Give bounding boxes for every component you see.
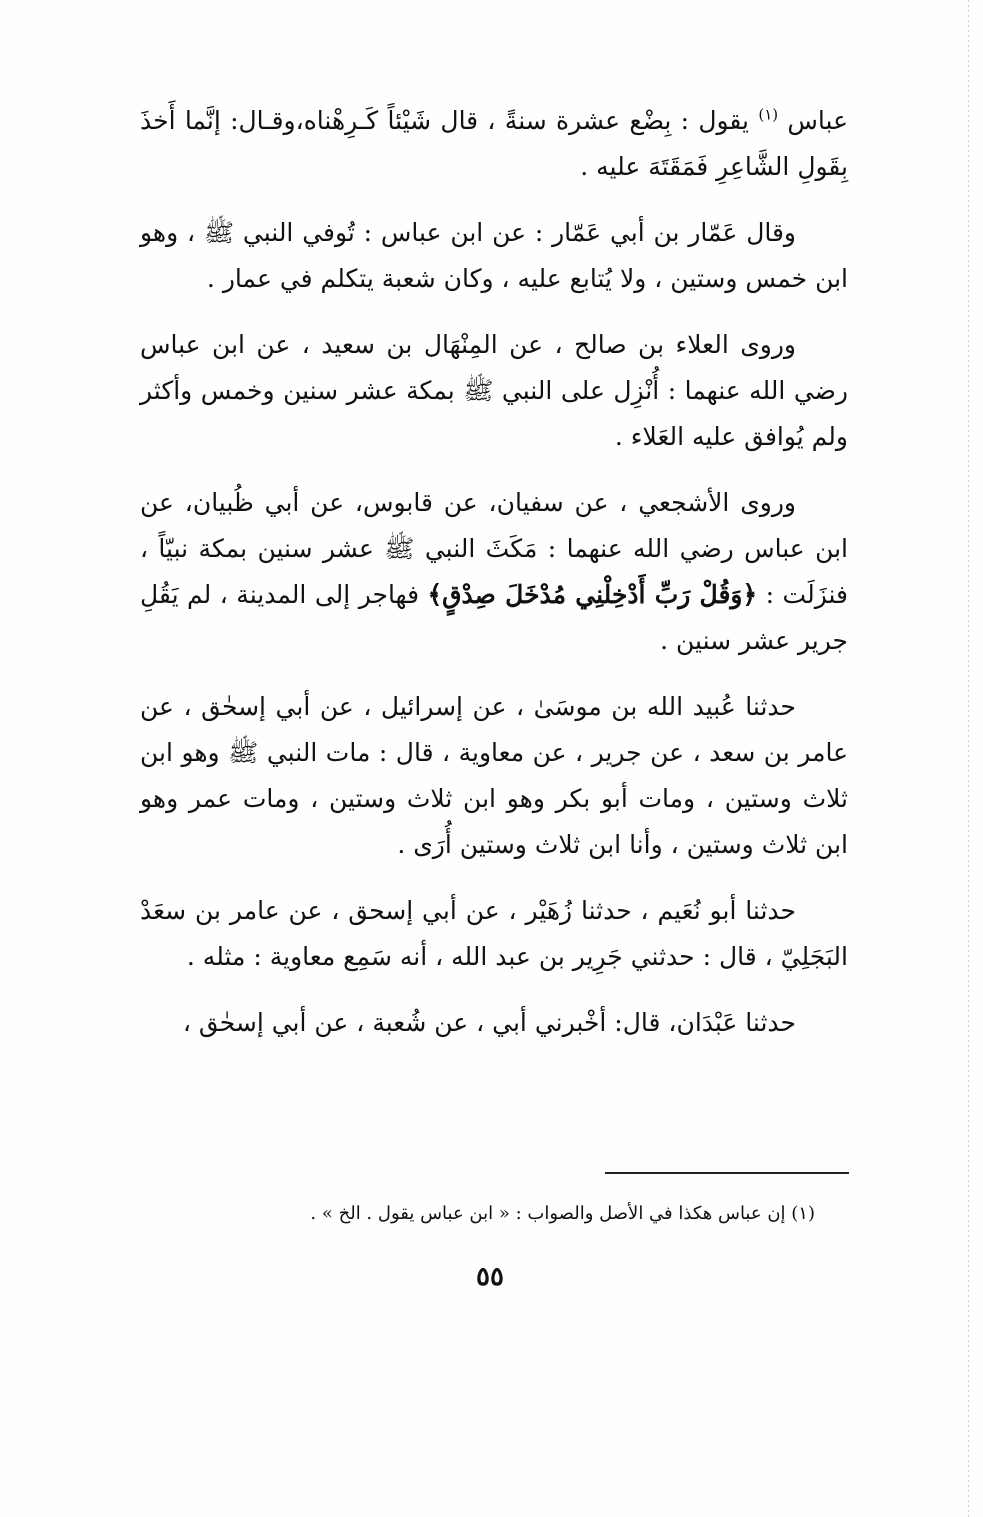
main-text bbox=[140, 98, 848, 1066]
paragraph-5: حدثنا عُبيد الله بن موسَىٰ ، عن إسرائيل ، عن أبي إسحٰق ، عن عامر بن سعد ، عن جرير ، عن معاوية ، قال : مات النبي ﷺ وهو ابن ثلاث وستين ، ومات أبو بكر وهو ابن ثلاث وستين ، ومات عمر وهو ابن ثلاث وستين ، وأنا ابن ثلاث وستين أُرَى . bbox=[140, 692, 848, 859]
footnote-divider bbox=[605, 1172, 849, 1174]
paragraph-7: حدثنا عَبْدَان، قال: أخْبرني أبي ، عن شُعبة ، عن أبي إسحٰق ، bbox=[182, 1008, 796, 1037]
footnote-reference: (١) bbox=[758, 105, 779, 124]
paragraph-2: وقال عَمّار بن أبي عَمّار : عن ابن عباس : تُوفي النبي ﷺ ، وهو ابن خمس وستين ، ولا يُتابع عليه ، وكان شعبة يتكلم في عمار . bbox=[140, 218, 848, 293]
page-edge-dots bbox=[968, 0, 969, 1517]
page-number: ٥٥ bbox=[476, 1262, 504, 1292]
quran-verse: ﴿وَقُلْ رَبِّ أَدْخِلْنِي مُدْخَلَ صِدْقٍ﴾ bbox=[427, 580, 758, 609]
paragraph-3: وروى العلاء بن صالح ، عن المِنْهَال بن سعيد ، عن ابن عباس رضي الله عنهما : أُنْزِل على النبي ﷺ بمكة عشر سنين وخمس وأكثر ولم يُوافق عليه العَلاء . bbox=[140, 330, 848, 451]
paragraph-1-start: عباس bbox=[778, 106, 848, 135]
paragraph-4-start: وروى الأشجعي ، عن سفيان، عن قابوس، عن أبي ظُبيان، عن ابن عباس رضي الله عنهما : مَكَثَ النبي ﷺ عشر سنين بمكة نبيّاً ، فنزَلَت : bbox=[140, 488, 849, 609]
paragraph-1-rest: يقول : بِضْع عشرة سنةً ، قال شَيْئاً كَـرِهْناه،وقـال: إنَّما أَخذَ بِقَولِ الشَّاعِرِ فَمَقَتَهَ عليه . bbox=[140, 106, 848, 181]
paragraph-6: حدثنا أبو نُعَيم ، حدثنا زُهَيْر ، عن أبي إسحق ، عن عامر بن سعَدْ البَجَلِيّ ، قال : حدثني جَرِير بن عبد الله ، أنه سَمِع معاوية : مثله . bbox=[140, 896, 848, 971]
paragraph-4 bbox=[140, 480, 848, 664]
paragraph-4-rest: فهاجر إلى المدينة ، لم يَقُلِ جرير عشر سنين . bbox=[140, 580, 848, 655]
paragraph-1 bbox=[140, 98, 848, 190]
footnote: (١) إن عباس هكذا في الأصل والصواب : « ابن عباس يقول . الخ » . bbox=[310, 1203, 815, 1224]
